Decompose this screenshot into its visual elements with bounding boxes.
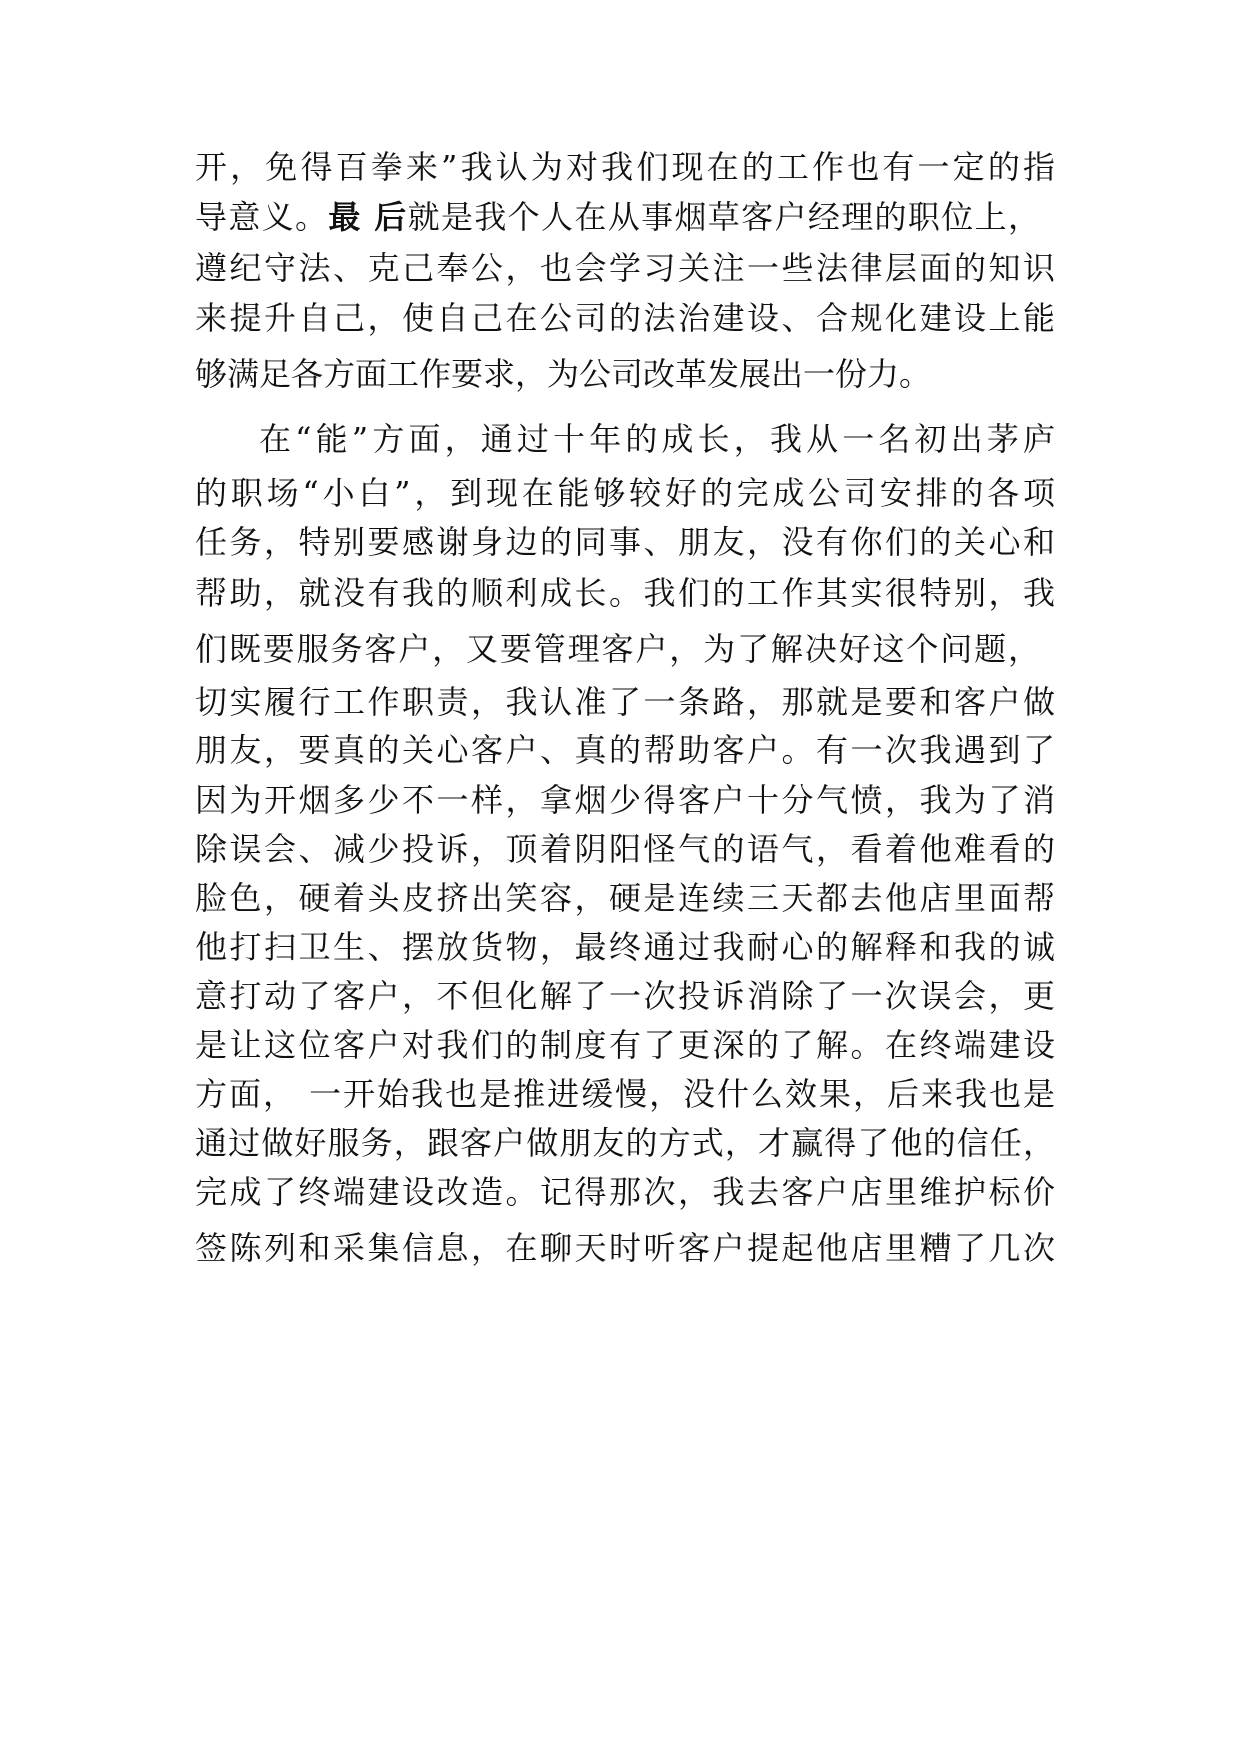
text-line: 方面， 一开始我也是推进缓慢，没什么效果，后来我也是 xyxy=(195,1075,1055,1113)
text-line: 朋友，要真的关心客户、真的帮助客户。有一次我遇到了 xyxy=(195,731,1055,769)
text-line: 开，免得百拳来”我认为对我们现在的工作也有一定的指 xyxy=(195,148,1055,186)
text-line: 完成了终端建设改造。记得那次，我去客户店里维护标价 xyxy=(195,1173,1055,1211)
text-line: 脸色，硬着头皮挤出笑容，硬是连续三天都去他店里面帮 xyxy=(195,879,1055,917)
text-span: 导意义。 xyxy=(195,198,329,236)
text-line: 意打动了客户，不但化解了一次投诉消除了一次误会，更 xyxy=(195,977,1055,1015)
text-line: 签陈列和采集信息，在聊天时听客户提起他店里糟了几次 xyxy=(195,1229,1055,1267)
text-line: 是让这位客户对我们的制度有了更深的了解。在终端建设 xyxy=(195,1026,1055,1064)
text-line xyxy=(195,195,1040,239)
text-line: 在“能”方面，通过十年的成长，我从一名初出茅庐 xyxy=(259,420,1055,458)
text-line: 他打扫卫生、摆放货物，最终通过我耐心的解释和我的诚 xyxy=(195,928,1055,966)
text-line: 帮助，就没有我的顺利成长。我们的工作其实很特别，我 xyxy=(195,574,1055,612)
text-line: 任务，特别要感谢身边的同事、朋友，没有你们的关心和 xyxy=(195,523,1055,561)
text-line: 因为开烟多少不一样，拿烟少得客户十分气愤，我为了消 xyxy=(195,781,1055,819)
text-line: 够满足各方面工作要求，为公司改革发展出一份力。 xyxy=(195,355,932,393)
text-line: 通过做好服务，跟客户做朋友的方式，才赢得了他的信任， xyxy=(195,1124,1055,1162)
text-line: 来提升自己，使自己在公司的法治建设、合规化建设上能 xyxy=(195,299,1055,337)
text-line: 除误会、减少投诉，顶着阴阳怪气的语气，看着他难看的 xyxy=(195,830,1055,868)
text-line: 切实履行工作职责，我认准了一条路，那就是要和客户做 xyxy=(195,683,1055,721)
text-line: 的职场“小白”，到现在能够较好的完成公司安排的各项 xyxy=(195,474,1055,512)
bold-text-span: 最 后 xyxy=(328,198,408,236)
text-line: 遵纪守法、克己奉公，也会学习关注一些法律层面的知识 xyxy=(195,249,1055,287)
text-span: 就是我个人在从事烟草客户经理的职位上， xyxy=(407,198,1040,236)
text-line: 们既要服务客户，又要管理客户，为了解决好这个问题， xyxy=(195,630,1040,668)
